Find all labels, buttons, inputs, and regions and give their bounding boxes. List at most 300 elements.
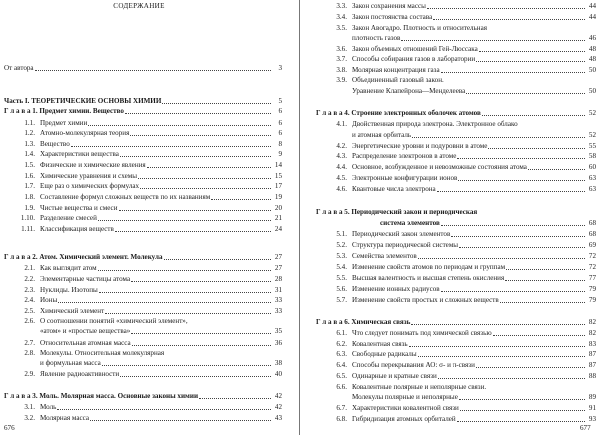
toc-entry-number: 3.5. bbox=[336, 23, 347, 32]
toc-entry bbox=[316, 404, 596, 413]
toc-entry-page: 14 bbox=[274, 160, 282, 169]
toc-entry-page: 60 bbox=[588, 162, 596, 171]
dot-leader bbox=[505, 280, 585, 281]
toc-entry bbox=[316, 66, 596, 75]
toc-entry-page: 87 bbox=[588, 349, 596, 358]
dot-leader bbox=[115, 231, 271, 232]
toc-entry-number: 6.3. bbox=[336, 349, 347, 358]
toc-entry bbox=[316, 163, 596, 172]
dot-leader bbox=[98, 270, 271, 271]
dot-leader bbox=[140, 188, 271, 189]
dot-leader bbox=[479, 51, 585, 52]
toc-entry-page: 82 bbox=[588, 328, 596, 337]
dot-leader bbox=[441, 72, 585, 73]
toc-entry-number: 6.2. bbox=[336, 339, 347, 348]
dot-leader bbox=[409, 346, 585, 347]
dot-leader bbox=[99, 292, 271, 293]
toc-entry-page: 77 bbox=[588, 273, 596, 282]
toc-entry bbox=[4, 150, 282, 159]
toc-entry-title: Распределение электронов в атоме bbox=[352, 151, 457, 160]
toc-entry-title: Энергетические уровни и подуровни в атоме bbox=[352, 141, 488, 150]
dot-leader bbox=[131, 281, 271, 282]
dot-leader bbox=[120, 376, 271, 377]
toc-entry-number: 2.1. bbox=[24, 263, 35, 272]
dot-leader bbox=[459, 247, 585, 248]
toc-entry-number: 4.6. bbox=[336, 184, 347, 193]
toc-entry-page: 33 bbox=[274, 306, 282, 315]
toc-entry bbox=[4, 119, 282, 128]
toc-entry-title: Структура периодической системы bbox=[352, 240, 459, 249]
toc-entry-title: Свободные радикалы bbox=[352, 349, 417, 358]
toc-entry-page: 33 bbox=[274, 295, 282, 304]
toc-entry-page: 82 bbox=[588, 317, 596, 326]
toc-entry bbox=[316, 230, 596, 239]
toc-entry-title: Молекулы полярные и неполярные bbox=[352, 392, 458, 401]
toc-entry-page: 20 bbox=[274, 203, 282, 212]
toc-entry-number: 1.10. bbox=[20, 213, 35, 222]
toc-entry-page: 38 bbox=[274, 358, 282, 367]
toc-entry bbox=[4, 307, 282, 316]
toc-entry-title: Закон Авогадро. Плотность и относительная bbox=[352, 23, 487, 32]
toc-entry-title: Семейства элементов bbox=[352, 251, 417, 260]
toc-entry-page: 89 bbox=[588, 392, 596, 401]
toc-entry bbox=[4, 225, 282, 234]
dot-leader bbox=[164, 259, 271, 260]
toc-entry-title: О соотношении понятий «химический элемент», bbox=[40, 316, 188, 325]
toc-entry-page: 17 bbox=[274, 181, 282, 190]
toc-entry-page: 68 bbox=[588, 218, 596, 227]
dot-leader bbox=[418, 356, 585, 357]
dot-leader bbox=[162, 103, 271, 104]
toc-entry-title: Объединенный газовый закон. bbox=[352, 75, 444, 84]
toc-entry-page: 68 bbox=[588, 229, 596, 238]
toc-entry-page: 79 bbox=[588, 295, 596, 304]
toc-entry-page: 50 bbox=[588, 65, 596, 74]
toc-entry-page: 88 bbox=[588, 371, 596, 380]
toc-entry bbox=[4, 327, 282, 336]
dot-leader bbox=[58, 302, 271, 303]
toc-entry-page: 43 bbox=[274, 413, 282, 422]
toc-entry-title: Г л а в а 6. Химическая связь bbox=[316, 317, 411, 326]
dot-leader bbox=[482, 115, 585, 116]
dot-leader bbox=[102, 365, 271, 366]
toc-entry-number: 6.7. bbox=[336, 403, 347, 412]
toc-entry-number: 3.3. bbox=[336, 1, 347, 10]
toc-entry-title: Закон объемных отношений Гей-Люссака bbox=[352, 44, 478, 53]
toc-entry bbox=[316, 76, 596, 85]
toc-entry bbox=[316, 274, 596, 283]
toc-entry-number: 2.8. bbox=[24, 348, 35, 357]
toc-entry-title: Изменение свойств простых и сложных веществ bbox=[352, 295, 499, 304]
toc-entry-title: Относительная атомная масса bbox=[40, 338, 131, 347]
toc-entry-number: 4.4. bbox=[336, 162, 347, 171]
toc-entry bbox=[316, 55, 596, 64]
toc-entry-page: 48 bbox=[588, 54, 596, 63]
toc-entry-title: Элементарные частицы атома bbox=[40, 274, 131, 283]
toc-entry-page: 72 bbox=[588, 251, 596, 260]
toc-entry-number: 4.1. bbox=[336, 119, 347, 128]
dot-leader bbox=[458, 180, 585, 181]
toc-entry-page: 3 bbox=[278, 63, 282, 72]
toc-entry-page: 58 bbox=[588, 151, 596, 160]
toc-entry-number: 2.9. bbox=[24, 369, 35, 378]
toc-entry bbox=[4, 403, 282, 412]
toc-entry-number: 1.9. bbox=[24, 203, 35, 212]
toc-entry-number: 5.5. bbox=[336, 273, 347, 282]
toc-entry-title: Изменение ионных радиусов bbox=[352, 284, 440, 293]
toc-entry bbox=[316, 13, 596, 22]
toc-entry bbox=[316, 415, 596, 424]
toc-chapter-heading bbox=[316, 109, 596, 118]
toc-entry-page: 44 bbox=[588, 1, 596, 10]
toc-entry-page: 6 bbox=[278, 118, 282, 127]
toc-entry-number: 1.5. bbox=[24, 160, 35, 169]
dot-leader bbox=[441, 291, 585, 292]
toc-entry-title: система элементов bbox=[380, 218, 440, 227]
toc-entry bbox=[316, 296, 596, 305]
toc-entry bbox=[4, 286, 282, 295]
toc-entry-title: Ковалентные полярные и неполярные связи. bbox=[352, 382, 487, 391]
toc-entry bbox=[4, 140, 282, 149]
toc-entry bbox=[4, 64, 282, 73]
toc-entry-number: 5.6. bbox=[336, 284, 347, 293]
toc-entry-title: Гибридизация атомных орбиталей bbox=[352, 414, 456, 423]
toc-entry-page: 63 bbox=[588, 184, 596, 193]
toc-entry-page: 15 bbox=[274, 171, 282, 180]
toc-entry-page: 72 bbox=[588, 262, 596, 271]
toc-entry-number: 3.4. bbox=[336, 12, 347, 21]
toc-entry-number: 1.7. bbox=[24, 181, 35, 190]
toc-entry-number: 5.3. bbox=[336, 251, 347, 260]
toc-entry-title: Атомно-молекулярная теория bbox=[40, 128, 130, 137]
toc-entry-page: 28 bbox=[274, 274, 282, 283]
toc-entry-number: 1.1. bbox=[24, 118, 35, 127]
toc-entry bbox=[4, 414, 282, 423]
toc-entry-title: «атом» и «простые вещества» bbox=[40, 326, 131, 335]
toc-entry-page: 27 bbox=[274, 252, 282, 261]
dot-leader bbox=[125, 113, 271, 114]
toc-entry-number: 4.5. bbox=[336, 173, 347, 182]
dot-leader bbox=[460, 410, 585, 411]
toc-entry-page: 31 bbox=[274, 285, 282, 294]
toc-entry-title: Явление радиоактивности bbox=[40, 369, 120, 378]
dot-leader bbox=[476, 367, 585, 368]
toc-entry-number: 5.4. bbox=[336, 262, 347, 271]
toc-entry bbox=[316, 34, 596, 43]
toc-entry-title: Молекулы. Относительная молекулярная bbox=[40, 348, 165, 357]
toc-entry-number: 1.3. bbox=[24, 139, 35, 148]
toc-entry-number: 3.6. bbox=[336, 44, 347, 53]
toc-entry-title: плотность газов bbox=[352, 33, 401, 42]
toc-entry-title: Химические уравнения и схемы bbox=[40, 171, 137, 180]
toc-chapter-heading bbox=[4, 97, 282, 106]
toc-entry bbox=[4, 204, 282, 213]
toc-entry-page: 44 bbox=[588, 12, 596, 21]
dot-leader bbox=[401, 40, 585, 41]
dot-leader bbox=[427, 8, 585, 9]
toc-entry-title: Г л а в а 2. Атом. Химический элемент. Молекула bbox=[4, 252, 163, 261]
toc-chapter-heading bbox=[4, 392, 282, 401]
toc-entry bbox=[316, 152, 596, 161]
toc-entry-page: 24 bbox=[274, 224, 282, 233]
dot-leader bbox=[88, 125, 271, 126]
toc-entry bbox=[4, 182, 282, 191]
dot-leader bbox=[131, 333, 271, 334]
dot-leader bbox=[500, 302, 585, 303]
toc-entry-title: Нуклиды. Изотопы bbox=[40, 285, 98, 294]
toc-entry-number: 1.8. bbox=[24, 192, 35, 201]
toc-entry-number: 4.3. bbox=[336, 151, 347, 160]
toc-entry bbox=[4, 370, 282, 379]
toc-entry-title: Двойственная природа электрона. Электронное облако bbox=[352, 119, 518, 128]
toc-entry-title: Часть I. ТЕОРЕТИЧЕСКИЕ ОСНОВЫ ХИМИИ bbox=[4, 96, 162, 105]
dot-leader bbox=[528, 169, 585, 170]
dot-leader bbox=[147, 167, 271, 168]
dot-leader bbox=[90, 420, 271, 421]
toc-entry-page: 79 bbox=[588, 284, 596, 293]
toc-entry-number: 2.3. bbox=[24, 285, 35, 294]
toc-entry-title: Еще раз о химических формулах bbox=[40, 181, 140, 190]
toc-entry bbox=[316, 2, 596, 11]
toc-entry-title: Ковалентная связь bbox=[352, 339, 408, 348]
toc-entry-page: 50 bbox=[588, 86, 596, 95]
left-page bbox=[4, 0, 284, 435]
toc-entry bbox=[316, 350, 596, 359]
toc-entry-page: 9 bbox=[278, 149, 282, 158]
toc-entry-title: Как выглядит атом bbox=[40, 263, 97, 272]
dot-leader bbox=[71, 146, 271, 147]
dot-leader bbox=[130, 135, 271, 136]
toc-entry-number: 3.2. bbox=[24, 413, 35, 422]
toc-entry-title: Закон постоянства состава bbox=[352, 12, 433, 21]
toc-entry-number: 6.1. bbox=[336, 328, 347, 337]
toc-entry-title: Характеристики ковалентной связи bbox=[352, 403, 459, 412]
toc-entry-title: Молярная концентрация газа bbox=[352, 65, 440, 74]
toc-entry-title: Вещество bbox=[40, 139, 70, 148]
toc-entry-page: 69 bbox=[588, 240, 596, 249]
toc-entry-title: Г л а в а 4. Строение электронных оболочек атомов bbox=[316, 108, 481, 117]
toc-entry-page: 52 bbox=[588, 130, 596, 139]
toc-entry bbox=[316, 120, 596, 129]
toc-entry bbox=[316, 329, 596, 338]
toc-entry-title: Физические и химические явления bbox=[40, 160, 146, 169]
toc-entry-title: Молярная масса bbox=[40, 413, 90, 422]
toc-entry-title: Что следует понимать под химической связью bbox=[352, 328, 492, 337]
toc-entry-number: 2.2. bbox=[24, 274, 35, 283]
toc-entry bbox=[316, 285, 596, 294]
toc-entry-title: Г л а в а 1. Предмет химии. Вещество bbox=[4, 106, 124, 115]
toc-entry bbox=[4, 129, 282, 138]
toc-entry-page: 35 bbox=[274, 326, 282, 335]
toc-chapter-heading bbox=[316, 208, 596, 217]
dot-leader bbox=[457, 158, 585, 159]
toc-entry-number: 3.1. bbox=[24, 402, 35, 411]
toc-entry-page: 19 bbox=[274, 192, 282, 201]
toc-entry-number: 6.5. bbox=[336, 371, 347, 380]
toc-entry-number: 4.2. bbox=[336, 141, 347, 150]
toc-entry-page: 36 bbox=[274, 338, 282, 347]
toc-entry-title: и атомная орбиталь bbox=[352, 130, 412, 139]
dot-leader bbox=[199, 398, 271, 399]
dot-leader bbox=[441, 225, 585, 226]
toc-entry bbox=[4, 172, 282, 181]
dot-leader bbox=[138, 178, 271, 179]
toc-entry bbox=[316, 393, 596, 402]
dot-leader bbox=[132, 345, 271, 346]
toc-entry bbox=[316, 263, 596, 272]
dot-leader bbox=[433, 19, 585, 20]
toc-entry bbox=[316, 340, 596, 349]
toc-entry-number: 5.1. bbox=[336, 229, 347, 238]
toc-entry-number: 1.6. bbox=[24, 171, 35, 180]
dot-leader bbox=[506, 269, 585, 270]
toc-entry bbox=[4, 349, 282, 358]
toc-entry-number: 3.7. bbox=[336, 54, 347, 63]
toc-entry-title: Разделение смесей bbox=[40, 213, 97, 222]
toc-entry bbox=[4, 317, 282, 326]
dot-leader bbox=[493, 335, 585, 336]
toc-chapter-heading bbox=[316, 219, 596, 228]
right-page bbox=[316, 0, 596, 435]
page-gutter bbox=[299, 0, 300, 435]
toc-entry bbox=[4, 214, 282, 223]
toc-entry-title: Квантовые числа электрона bbox=[352, 184, 436, 193]
toc-entry bbox=[316, 24, 596, 33]
toc-entry-number: 6.6. bbox=[336, 382, 347, 391]
toc-entry-page: 21 bbox=[274, 213, 282, 222]
toc-entry-number: 2.6. bbox=[24, 316, 35, 325]
toc-entry-page: 42 bbox=[274, 402, 282, 411]
toc-entry bbox=[316, 131, 596, 140]
toc-entry-number: 2.4. bbox=[24, 295, 35, 304]
toc-entry bbox=[316, 241, 596, 250]
toc-entry-number: 5.2. bbox=[336, 240, 347, 249]
dot-leader bbox=[35, 70, 271, 71]
toc-entry-title: Основное, возбужденное и невозможные состояния атома bbox=[352, 162, 527, 171]
toc-entry-number: 5.7. bbox=[336, 295, 347, 304]
right-page-number: 677 bbox=[580, 423, 591, 432]
toc-entry bbox=[4, 193, 282, 202]
toc-entry-number: 6.8. bbox=[336, 414, 347, 423]
dot-leader bbox=[438, 378, 585, 379]
toc-entry-page: 46 bbox=[588, 33, 596, 42]
toc-entry bbox=[316, 142, 596, 151]
toc-entry-page: 42 bbox=[274, 391, 282, 400]
dot-leader bbox=[412, 137, 585, 138]
toc-entry bbox=[316, 361, 596, 370]
toc-entry-title: Составление формул сложных веществ по их названиям bbox=[40, 192, 211, 201]
toc-entry-page: 63 bbox=[588, 173, 596, 182]
toc-entry-number: 3.9. bbox=[336, 75, 347, 84]
toc-entry-title: Уравнение Клапейрона—Менделеева bbox=[352, 86, 466, 95]
toc-chapter-heading bbox=[4, 253, 282, 262]
toc-entry-title: Закон сохранения массы bbox=[352, 1, 426, 10]
dot-leader bbox=[488, 148, 585, 149]
dot-leader bbox=[411, 324, 585, 325]
toc-entry-page: 48 bbox=[588, 44, 596, 53]
dot-leader bbox=[457, 421, 585, 422]
dot-leader bbox=[120, 156, 271, 157]
dot-leader bbox=[418, 258, 585, 259]
toc-entry-title: Одинарные и кратные связи bbox=[352, 371, 437, 380]
toc-entry-title: Характеристики вещества bbox=[40, 149, 119, 158]
toc-entry-title: Чистые вещества и смеси bbox=[40, 203, 118, 212]
toc-chapter-heading bbox=[4, 107, 282, 116]
toc-entry-title: Химический элемент bbox=[40, 306, 105, 315]
toc-entry-title: Периодический закон элементов bbox=[352, 229, 451, 238]
toc-entry-number: 3.8. bbox=[336, 65, 347, 74]
dot-leader bbox=[57, 409, 271, 410]
toc-entry-page: 52 bbox=[588, 108, 596, 117]
toc-entry-page: 6 bbox=[278, 128, 282, 137]
toc-entry-page: 8 bbox=[278, 139, 282, 148]
left-page-number: 676 bbox=[4, 423, 15, 432]
toc-entry-title: Г л а в а 3. Моль. Молярная масса. Основные законы химии bbox=[4, 391, 199, 400]
toc-entry-number: 1.11. bbox=[21, 224, 35, 233]
toc-entry bbox=[316, 252, 596, 261]
toc-entry-title: Способы собирания газов в лаборатории bbox=[352, 54, 476, 63]
toc-entry-number: 1.4. bbox=[24, 149, 35, 158]
toc-entry bbox=[4, 161, 282, 170]
dot-leader bbox=[476, 61, 585, 62]
dot-leader bbox=[98, 220, 271, 221]
toc-entry bbox=[4, 359, 282, 368]
toc-entry-page: 5 bbox=[278, 96, 282, 105]
toc-entry-title: Ионы bbox=[40, 295, 58, 304]
toc-entry-title: Способы перекрывания АО: σ- и π-связи bbox=[352, 360, 475, 369]
toc-entry-number: 2.7. bbox=[24, 338, 35, 347]
toc-entry-title: Изменение свойств атомов по периодам и группам bbox=[352, 262, 506, 271]
toc-entry-title: Г л а в а 5. Периодический закон и периодическая bbox=[316, 207, 478, 216]
toc-entry bbox=[316, 45, 596, 54]
toc-entry-page: 93 bbox=[588, 414, 596, 423]
toc-entry-number: 1.2. bbox=[24, 128, 35, 137]
toc-entry-page: 91 bbox=[588, 403, 596, 412]
toc-entry-title: Классификация веществ bbox=[40, 224, 114, 233]
dot-leader bbox=[119, 210, 272, 211]
toc-entry-title: Моль bbox=[40, 402, 57, 411]
toc-entry bbox=[4, 339, 282, 348]
dot-leader bbox=[459, 399, 585, 400]
toc-entry-page: 40 bbox=[274, 369, 282, 378]
toc-entry-title: Электронные конфигурации ионов bbox=[352, 173, 458, 182]
toc-entry-page: 27 bbox=[274, 263, 282, 272]
toc-entry bbox=[4, 296, 282, 305]
dot-leader bbox=[466, 93, 585, 94]
toc-entry-title: Высшая валентность и высшая степень окисления bbox=[352, 273, 505, 282]
toc-entry-title: и формульная масса bbox=[40, 358, 101, 367]
toc-entry bbox=[316, 372, 596, 381]
toc-chapter-heading bbox=[316, 318, 596, 327]
toc-entry bbox=[316, 87, 596, 96]
toc-entry-title: Предмет химии bbox=[40, 118, 88, 127]
toc-entry bbox=[4, 275, 282, 284]
page-title: СОДЕРЖАНИЕ bbox=[113, 2, 165, 10]
toc-entry-title: От автора bbox=[4, 63, 34, 72]
toc-entry-page: 83 bbox=[588, 339, 596, 348]
toc-entry bbox=[316, 185, 596, 194]
toc-entry-number: 6.4. bbox=[336, 360, 347, 369]
toc-entry bbox=[4, 264, 282, 273]
toc-entry-page: 87 bbox=[588, 360, 596, 369]
toc-entry-page: 6 bbox=[278, 106, 282, 115]
toc-entry bbox=[316, 174, 596, 183]
dot-leader bbox=[105, 313, 271, 314]
toc-entry-number: 2.5. bbox=[24, 306, 35, 315]
dot-leader bbox=[211, 199, 271, 200]
dot-leader bbox=[437, 191, 585, 192]
dot-leader bbox=[451, 236, 585, 237]
